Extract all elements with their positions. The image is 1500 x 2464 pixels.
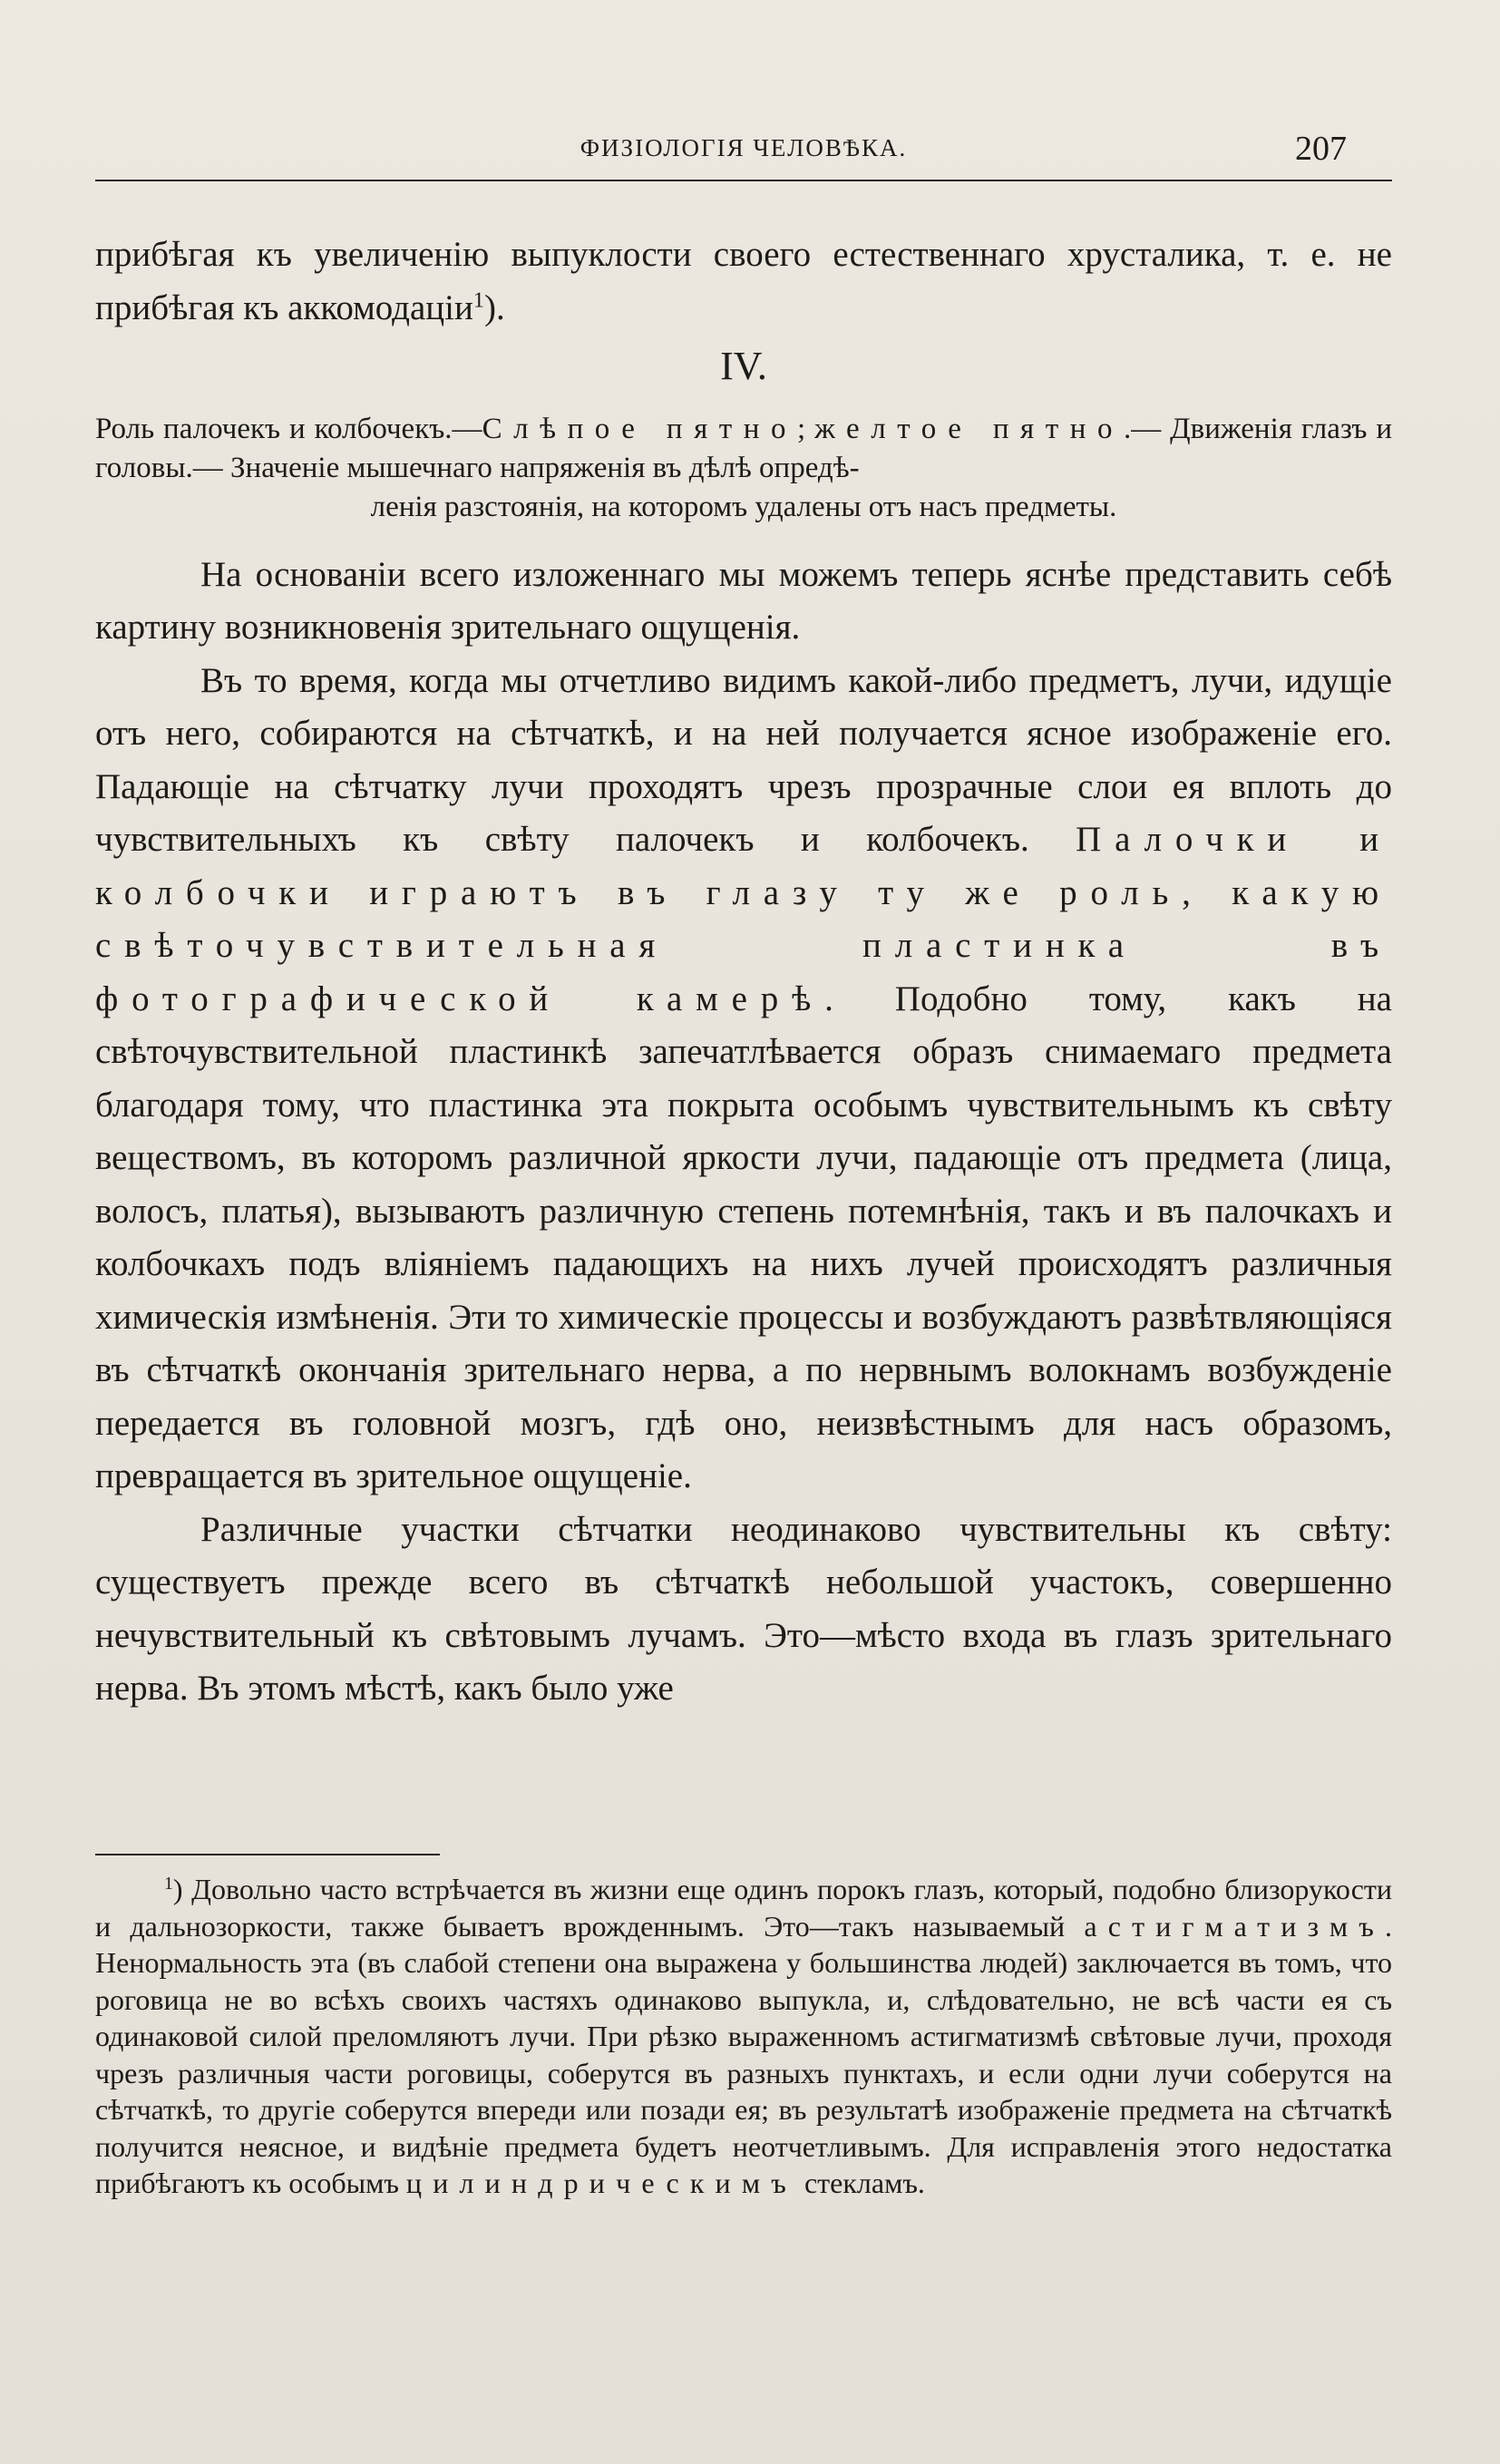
summary-term-yellow-spot: желтое пятно [814, 412, 1124, 445]
footnote-text-a: ) Довольно часто встрѣчается въ жизни еще одинъ порокъ глазъ, который, подобно близорукости и дальнозоркости, также бываетъ врожденнымъ. Это—такъ называемый [95, 1873, 1392, 1943]
summary-part-1: Роль палочекъ и колбочекъ.— [95, 412, 482, 445]
page-header [95, 127, 1392, 172]
footnote-paragraph [95, 1871, 1392, 2202]
main-text [95, 229, 1392, 1716]
footnote-rule [95, 1854, 440, 1855]
summary-term-blind-spot: Слѣпое пятно [482, 412, 798, 445]
summary-last-line: ленiя разстоянiя, на которомъ удалены отъ насъ предметы. [370, 490, 1117, 523]
paragraph-1: На основанiи всего изложеннаго мы можемъ теперь яснѣе представить себѣ картину возникновенiя зрительнаго ощущенiя. [95, 554, 1392, 647]
footnote [95, 1871, 1392, 2202]
paragraph-2-part-c: . Подобно тому, какъ на свѣточувствительной пластинкѣ запечатлѣвается образъ снимаемаго предмета благодаря тому, что пластинка эта покрыта особымъ чувствительнымъ къ свѣту веществомъ, въ которомъ различной яркости лучи, падающiе отъ предмета (лица, волосъ, платья), вызываютъ различную степень потемнѣнiя, такъ и въ палочкахъ и колбочкахъ подъ влiянiемъ падающихъ на нихъ лучей происходятъ различныя химическiя измѣненiя. Эти то химическiе процессы и возбуждаютъ развѣтвляющiяся въ сѣтчаткѣ окончанiя зрительнаго нерва, а по нервнымъ волокнамъ возбужденiе передается въ головной мозгъ, гдѣ оно, неизвѣстнымъ для насъ образомъ, превращается въ зрительное ощущенiе. [95, 979, 1392, 1495]
running-title: ФИЗIОЛОГIЯ ЧЕЛОВѢКА. [580, 134, 908, 161]
footnote-text-b: . Ненормальность эта (въ слабой степени она выражена у большинства людей) заключается въ томъ, что роговица не во всѣхъ своихъ частяхъ одинаково выпукла, и, слѣдовательно, не всѣ части ея съ одинаковой силой преломляютъ лучи. При рѣзко выраженномъ астигматизмѣ свѣтовые лучи, проходя чрезъ различныя части роговицы, соберутся въ разныхъ пунктахъ, и если одни лучи соберутся на сѣтчаткѣ, то другiе соберутся впереди или позади ея; въ результатѣ изображенiе предмета на сѣтчаткѣ получится неясное, и видѣнiе предмета будетъ неотчетливымъ. Для исправленiя этого недостатка прибѣгаютъ къ особымъ [95, 1909, 1392, 2199]
header-rule [95, 180, 1392, 181]
summary-part-3: ; [797, 412, 815, 445]
footnote-text-c: стекламъ. [796, 2167, 925, 2199]
footnote-ref: 1 [472, 287, 484, 313]
footnote-term-cylindrical: цилиндрическимъ [405, 2167, 797, 2199]
intro-end: ). [483, 287, 505, 327]
paragraph-2-spaced-emphasis: Палочки и колбочки играютъ въ глазу ту же роль, какую свѣточувствительная пластинка въ фотографической камерѣ [95, 820, 1392, 1018]
footnote-term-astigmatism: астигматизмъ [1084, 1909, 1385, 1943]
paragraph-2-part-a: Въ то время, когда мы отчетливо видимъ какой-либо предметъ, лучи, идущiе отъ него, собираются на сѣтчаткѣ, и на ней получается ясное изображенiе его. Падающiе на сѣтчатку лучи проходятъ чрезъ прозрачные слои ея вплоть до чувствительныхъ къ свѣту палочекъ и колбочекъ. [95, 660, 1392, 859]
intro-paragraph [95, 229, 1392, 335]
intro-text: прибѣгая къ увеличенiю выпуклости своего естественнаго хрусталика, т. е. не прибѣгая къ аккомодацiи [95, 235, 1392, 327]
paragraph-3: Различные участки сѣтчатки неодинаково чувствительны къ свѣту: существуетъ прежде всего въ сѣтчаткѣ небольшой участокъ, совершенно нечувствительный къ свѣтовымъ лучамъ. Это—мѣсто входа въ глазъ зрительнаго нерва. Въ этомъ мѣстѣ, какъ было уже [95, 1509, 1392, 1708]
page-number: 207 [1295, 130, 1347, 168]
paragraph-2 [95, 655, 1392, 1504]
footnote-marker: 1 [164, 1874, 173, 1894]
summary-part-5: .— Движенiя глазъ и головы.— Значенiе мышечнаго напряженiя въ дѣлѣ опредѣ- [95, 412, 1392, 484]
section-number: IV. [720, 344, 767, 388]
section-summary [95, 410, 1392, 527]
